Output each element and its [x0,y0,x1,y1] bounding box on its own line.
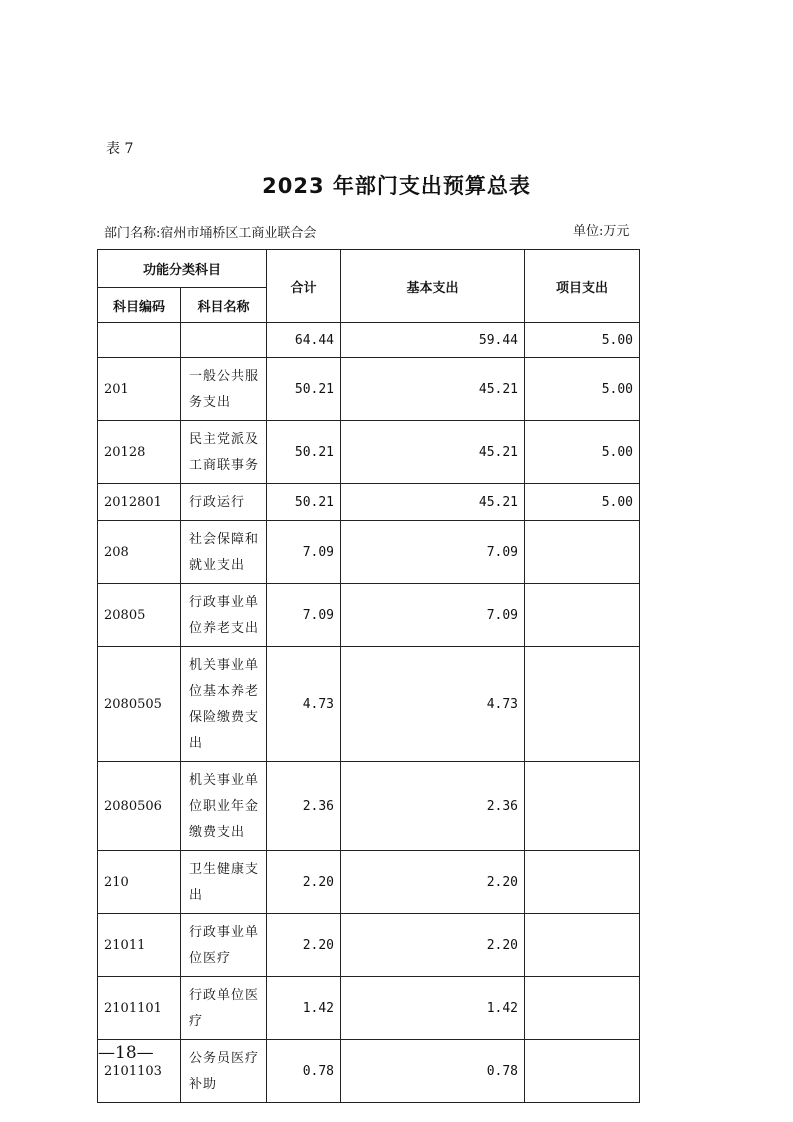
page-title: 2023 年部门支出预算总表 [262,174,531,198]
table-row [98,323,640,358]
row-total: 0.78 [267,1040,341,1103]
row-code: 2080505 [98,647,181,762]
row-basic: 45.21 [341,421,525,484]
row-basic: 2.20 [341,851,525,914]
row-basic: 4.73 [341,647,525,762]
row-project [525,977,640,1040]
row-name: 卫生健康支出 [181,851,267,914]
row-project [525,521,640,584]
row-total: 50.21 [267,421,341,484]
row-name: 行政事业单位养老支出 [181,584,267,647]
unit-label: 单位:万元 [573,224,630,239]
page-number: —18— [98,1043,154,1063]
row-total: 4.73 [267,647,341,762]
header-name: 科目名称 [181,288,267,323]
row-name: 行政事业单位医疗 [181,914,267,977]
row-code: 210 [98,851,181,914]
row-total: 2.20 [267,851,341,914]
row-name: 民主党派及工商联事务 [181,421,267,484]
row-name [181,323,267,358]
budget-table [97,249,640,1103]
table-row [98,421,640,484]
row-total: 64.44 [267,323,341,358]
row-name: 机关事业单位职业年金缴费支出 [181,762,267,851]
row-code: 201 [98,358,181,421]
row-project [525,647,640,762]
row-project [525,914,640,977]
row-name: 行政单位医疗 [181,977,267,1040]
row-name: 一般公共服务支出 [181,358,267,421]
row-project: 5.00 [525,358,640,421]
table-row [98,647,640,762]
table-row [98,484,640,521]
row-total: 2.20 [267,914,341,977]
row-code: 2101103 [98,1040,181,1103]
row-basic: 45.21 [341,358,525,421]
row-project: 5.00 [525,484,640,521]
header-functional-class: 功能分类科目 [98,250,267,288]
row-basic: 1.42 [341,977,525,1040]
row-total: 50.21 [267,358,341,421]
table-row [98,521,640,584]
row-name: 社会保障和就业支出 [181,521,267,584]
row-project [525,851,640,914]
row-total: 7.09 [267,584,341,647]
table-row [98,851,640,914]
row-project: 5.00 [525,323,640,358]
row-name: 行政运行 [181,484,267,521]
table-body [98,323,640,1103]
row-code: 20805 [98,584,181,647]
table-row [98,977,640,1040]
table-row [98,762,640,851]
table-row [98,914,640,977]
row-basic: 59.44 [341,323,525,358]
row-basic: 7.09 [341,584,525,647]
department-name: 部门名称:宿州市埇桥区工商业联合会 [104,226,317,241]
row-basic: 7.09 [341,521,525,584]
row-basic: 2.20 [341,914,525,977]
row-project [525,762,640,851]
row-name: 公务员医疗补助 [181,1040,267,1103]
row-code: 2080506 [98,762,181,851]
header-total: 合计 [267,250,341,323]
header-basic: 基本支出 [341,250,525,323]
table-label: 表 7 [106,141,134,157]
row-code: 20128 [98,421,181,484]
row-total: 2.36 [267,762,341,851]
row-basic: 45.21 [341,484,525,521]
row-code: 21011 [98,914,181,977]
row-basic: 2.36 [341,762,525,851]
row-total: 7.09 [267,521,341,584]
row-project [525,584,640,647]
row-project [525,1040,640,1103]
row-code: 208 [98,521,181,584]
header-code: 科目编码 [98,288,181,323]
row-name: 机关事业单位基本养老保险缴费支出 [181,647,267,762]
row-total: 1.42 [267,977,341,1040]
row-project: 5.00 [525,421,640,484]
row-basic: 0.78 [341,1040,525,1103]
table-row [98,1040,640,1103]
table-row [98,358,640,421]
row-code: 2012801 [98,484,181,521]
row-code [98,323,181,358]
row-total: 50.21 [267,484,341,521]
header-project: 项目支出 [525,250,640,323]
table-row [98,584,640,647]
row-code: 2101101 [98,977,181,1040]
